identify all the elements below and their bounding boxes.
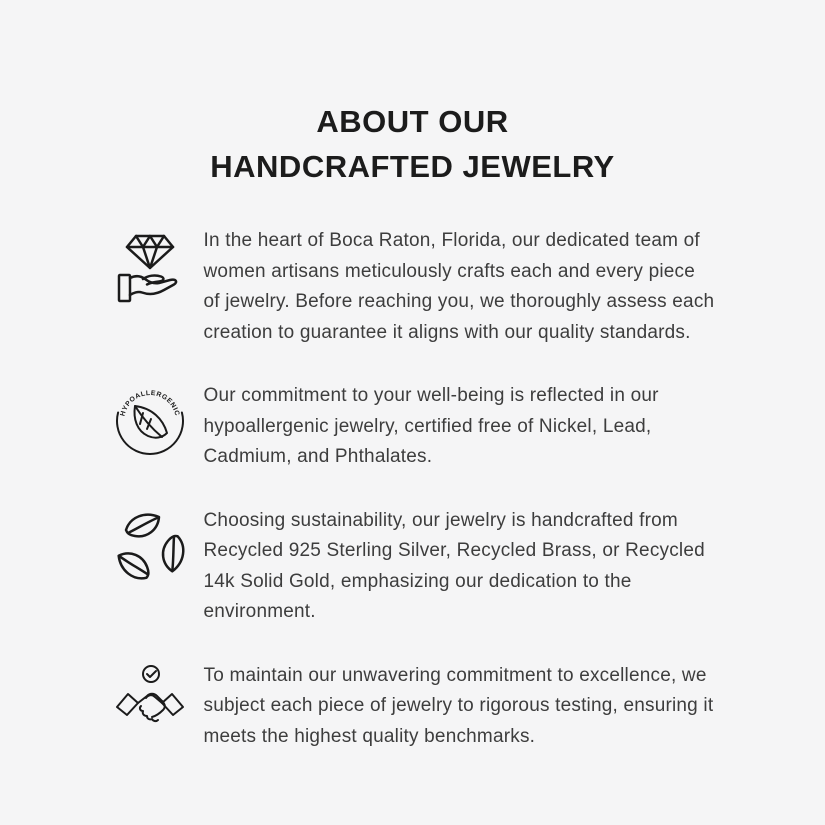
hand-holding-diamond-icon [110, 226, 190, 306]
feature-row-quality [110, 661, 716, 753]
feature-text-recycled: Choosing sustainability, our jewelry is handcrafted from Recycled 925 Sterling Silver, Recycled Brass, or Recycled 14k Solid Gold, emphasizing our dedication to the environment. [203, 509, 705, 622]
recycled-leaves-icon [110, 506, 190, 586]
feature-row-handcrafted [110, 226, 716, 348]
svg-text:HYPOALLERGENIC [119, 390, 180, 417]
feature-list [110, 226, 716, 752]
feature-text-handcrafted: In the heart of Boca Raton, Florida, our dedicated team of women artisans meticulously crafts each and every piece of jewelry. Before reaching you, we thoroughly assess each creation to guarantee it aligns with our quality standards. [203, 230, 715, 343]
feature-row-recycled [110, 506, 716, 628]
feature-text-quality: To maintain our unwavering commitment to excellence, we subject each piece of jewelry to rigorous testing, ensuring it meets the highest quality benchmarks. [203, 664, 714, 747]
feature-text-hypoallergenic: Our commitment to your well-being is reflected in our hypoallergenic jewelry, certified free of Nickel, Lead, Cadmium, and Phthalates. [203, 385, 659, 467]
about-section [110, 0, 716, 752]
page-title-line2: HANDCRAFTED JEWELRY [210, 149, 615, 184]
page-title-line1: ABOUT OUR [316, 104, 509, 139]
page-title [110, 99, 716, 189]
hypoallergenic-badge-icon [110, 381, 190, 461]
feature-row-hypoallergenic [110, 381, 716, 473]
hypoallergenic-badge-text: HYPOALLERGENIC [118, 389, 180, 418]
handshake-check-icon [110, 661, 190, 741]
